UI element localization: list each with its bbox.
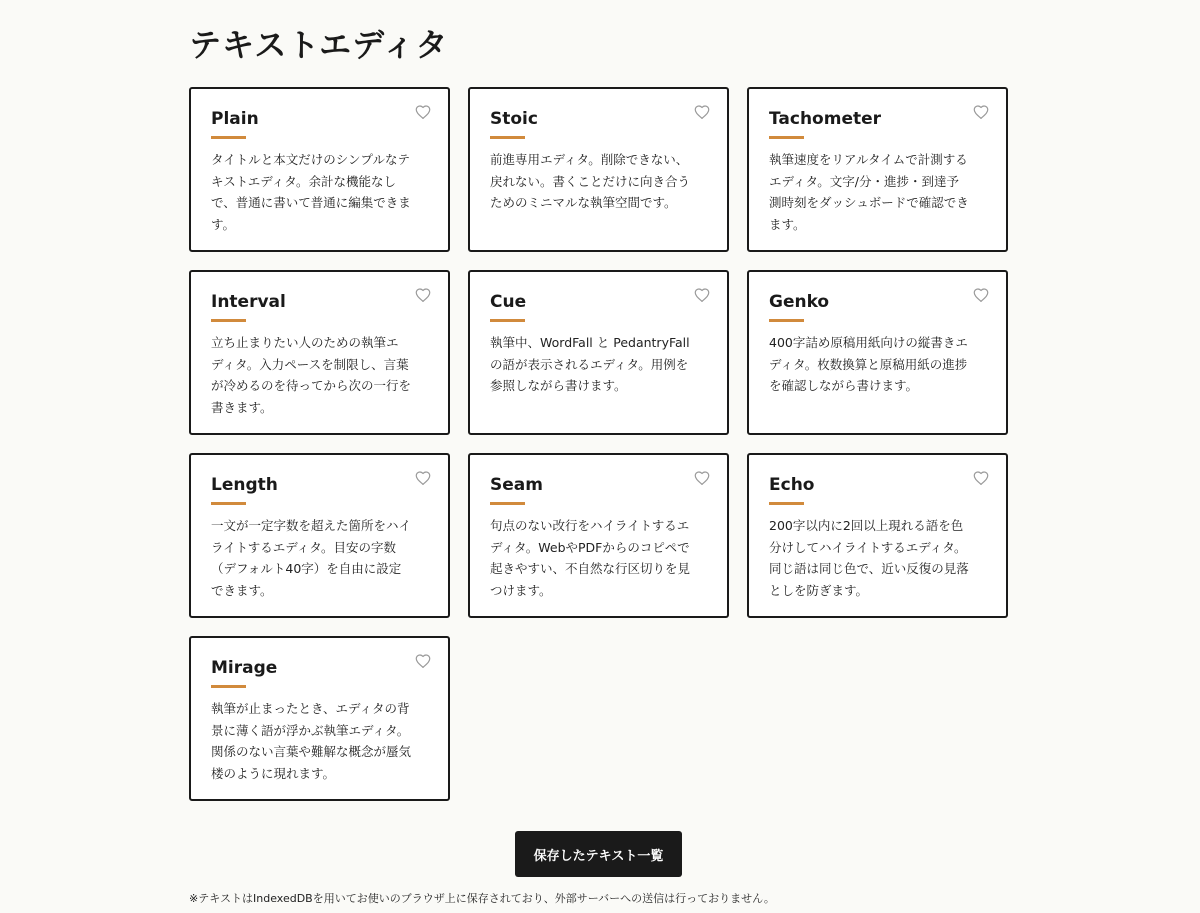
heart-outline-icon[interactable] bbox=[414, 286, 432, 304]
accent-underline bbox=[769, 136, 804, 139]
editor-card-description: 句点のない改行をハイライトするエディタ。WebやPDFからのコピペで起きやすい、不自然な行区切りを見つけます。 bbox=[490, 518, 691, 598]
editor-card-title: Seam bbox=[490, 475, 543, 495]
editor-card-echo[interactable] bbox=[747, 453, 1008, 618]
editor-card-title: Plain bbox=[211, 109, 259, 129]
accent-underline bbox=[211, 136, 246, 139]
editor-card-stoic[interactable] bbox=[468, 87, 729, 252]
heart-outline-icon[interactable] bbox=[414, 103, 432, 121]
accent-underline bbox=[211, 502, 246, 505]
editor-card-title: Length bbox=[211, 475, 278, 495]
editor-card-description: 立ち止まりたい人のための執筆エディタ。入力ペースを制限し、言葉が冷めるのを待ってから次の一行を書きます。 bbox=[211, 335, 412, 415]
heart-outline-icon[interactable] bbox=[972, 469, 990, 487]
editor-card-title: Mirage bbox=[211, 658, 278, 678]
editor-card-seam[interactable] bbox=[468, 453, 729, 618]
editor-card-tachometer[interactable] bbox=[747, 87, 1008, 252]
editor-card-title: Genko bbox=[769, 292, 830, 312]
editor-card-description: 前進専用エディタ。削除できない、戻れない。書くことだけに向き合うためのミニマルな執筆空間です。 bbox=[490, 152, 691, 210]
editor-card-title: Interval bbox=[211, 292, 286, 312]
heart-outline-icon[interactable] bbox=[972, 286, 990, 304]
editor-card-description: タイトルと本文だけのシンプルなテキストエディタ。余計な機能なしで、普通に書いて普通に編集できます。 bbox=[211, 152, 411, 232]
editor-card-description: 一文が一定字数を超えた箇所をハイライトするエディタ。目安の字数（デフォルト40字）を自由に設定できます。 bbox=[211, 518, 412, 598]
editor-card-plain[interactable] bbox=[189, 87, 450, 252]
editor-card-interval[interactable] bbox=[189, 270, 450, 435]
editor-card-title: Cue bbox=[490, 292, 527, 312]
editor-card-description: 執筆が止まったとき、エディタの背景に薄く語が浮かぶ執筆エディタ。関係のない言葉や難解な概念が蜃気楼のように現れます。 bbox=[211, 701, 412, 781]
editor-card-mirage[interactable] bbox=[189, 636, 450, 801]
accent-underline bbox=[211, 319, 246, 322]
editor-card-description: 400字詰め原稿用紙向けの縦書きエディタ。枚数換算と原稿用紙の進捗を確認しながら書けます。 bbox=[769, 335, 968, 393]
heart-outline-icon[interactable] bbox=[693, 286, 711, 304]
heart-outline-icon[interactable] bbox=[972, 103, 990, 121]
editor-card-title: Stoic bbox=[490, 109, 538, 129]
heart-outline-icon[interactable] bbox=[414, 469, 432, 487]
editor-card-cue[interactable] bbox=[468, 270, 729, 435]
accent-underline bbox=[490, 502, 525, 505]
heart-outline-icon[interactable] bbox=[414, 652, 432, 670]
accent-underline bbox=[490, 136, 525, 139]
accent-underline bbox=[211, 685, 246, 688]
editor-card-genko[interactable] bbox=[747, 270, 1008, 435]
accent-underline bbox=[769, 319, 804, 322]
saved-texts-button[interactable]: 保存したテキスト一覧 bbox=[515, 831, 682, 877]
storage-footnote: ※テキストはIndexedDBを用いてお使いのブラウザ上に保存されており、外部サーバーへの送信は行っておりません。 bbox=[189, 892, 775, 905]
editor-card-description: 執筆中、WordFall と PedantryFall の語が表示されるエディタ。用例を参照しながら書けます。 bbox=[490, 335, 690, 393]
accent-underline bbox=[769, 502, 804, 505]
editor-grid bbox=[189, 87, 1008, 801]
editor-card-title: Echo bbox=[769, 475, 815, 495]
editor-card-length[interactable] bbox=[189, 453, 450, 618]
editor-card-description: 200字以内に2回以上現れる語を色分けしてハイライトするエディタ。同じ語は同じ色で、近い反復の見落としを防ぎます。 bbox=[769, 518, 969, 598]
heart-outline-icon[interactable] bbox=[693, 103, 711, 121]
page-title: テキストエディタ bbox=[189, 26, 449, 64]
heart-outline-icon[interactable] bbox=[693, 469, 711, 487]
editor-card-description: 執筆速度をリアルタイムで計測するエディタ。文字/分・進捗・到達予測時刻をダッシュボードで確認できます。 bbox=[769, 152, 969, 232]
editor-card-title: Tachometer bbox=[769, 109, 882, 129]
accent-underline bbox=[490, 319, 525, 322]
